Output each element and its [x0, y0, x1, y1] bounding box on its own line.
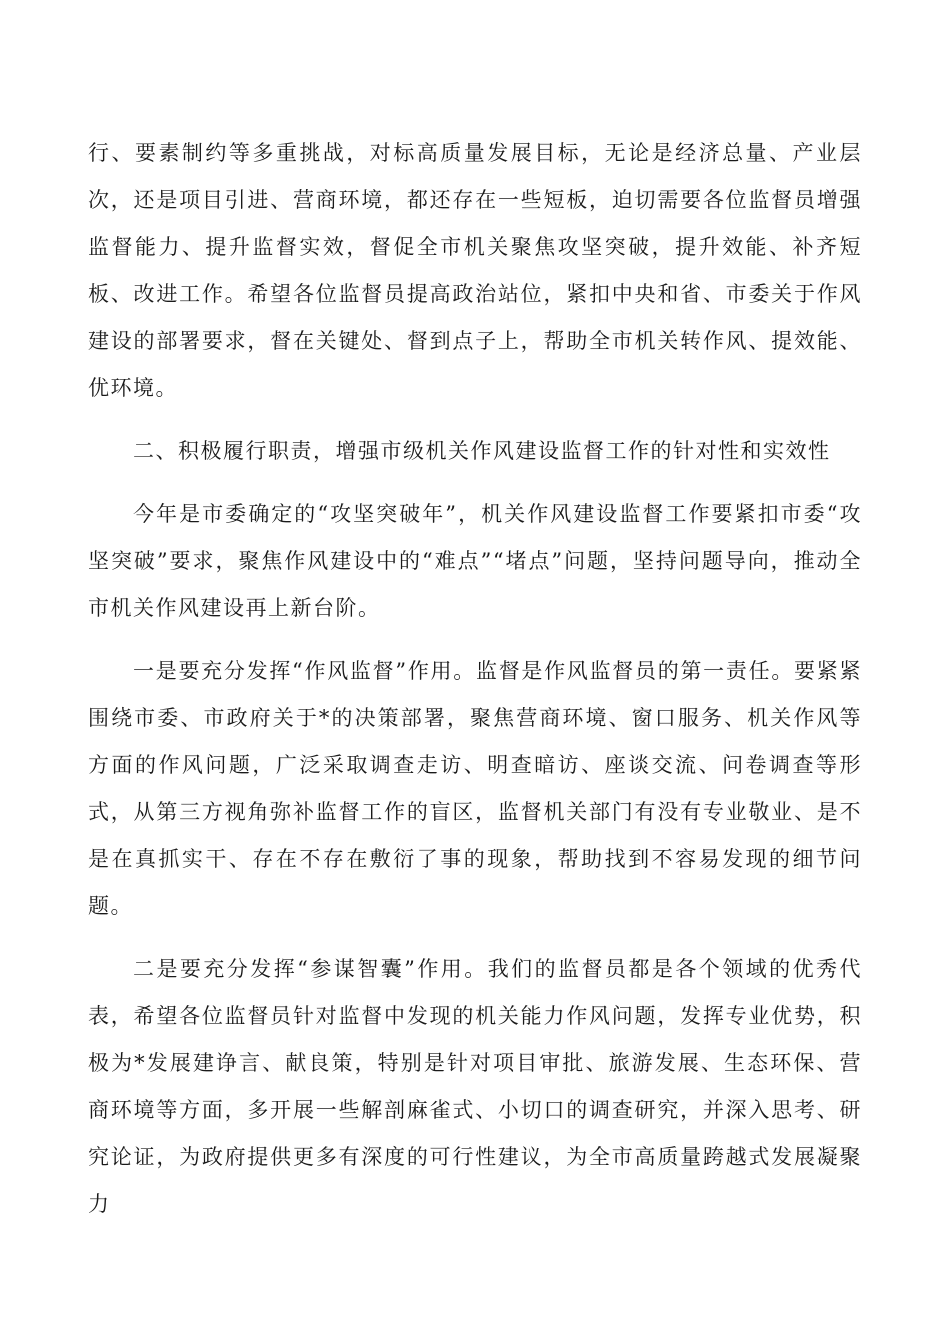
paragraph-gap [88, 412, 862, 428]
paragraph-point-1: 一是要充分发挥“作风监督”作用。监督是作风监督员的第一责任。要紧紧围绕市委、市政府关于*的决策部署，聚焦营商环境、窗口服务、机关作风等方面的作风问题，广泛采取调查走访、明查暗访、座谈交流、问卷调查等形式，从第三方视角弥补监督工作的盲区，监督机关部门有没有专业敬业、是不是在真抓实干、存在不存在敷衍了事的现象，帮助找到不容易发现的细节问题。 [88, 659, 862, 918]
paragraph-point-2: 二是要充分发挥“参谋智囊”作用。我们的监督员都是各个领域的优秀代表，希望各位监督员针对监督中发现的机关能力作风问题，发挥专业优势，积极为*发展建诤言、献良策，特别是针对项目审批、旅游发展、生态环保、营商环境等方面，多开展一些解剖麻雀式、小切口的调查研究，并深入思考、研究论证，为政府提供更多有深度的可行性建议，为全市高质量跨越式发展凝聚力 [88, 957, 862, 1216]
document-body [88, 130, 862, 1228]
paragraph-intro: 今年是市委确定的“攻坚突破年”，机关作风建设监督工作要紧扣市委“攻坚突破”要求，聚焦作风建设中的“难点”“堵点”问题，坚持问题导向，推动全市机关作风建设再上新台阶。 [88, 502, 862, 620]
section-heading: 二、积极履行职责，增强市级机关作风建设监督工作的针对性和实效性 [133, 439, 831, 463]
paragraph-gap [88, 475, 862, 491]
paragraph-continuation: 行、要素制约等多重挑战，对标高质量发展目标，无论是经济总量、产业层次，还是项目引进、营商环境，都还存在一些短板，迫切需要各位监督员增强监督能力、提升监督实效，督促全市机关聚焦攻坚突破，提升效能、补齐短板、改进工作。希望各位监督员提高政治站位，紧扣中央和省、市委关于作风建设的部署要求，督在关键处、督到点子上，帮助全市机关转作风、提效能、优环境。 [88, 141, 862, 400]
paragraph-gap [88, 632, 862, 648]
paragraph-gap [88, 930, 862, 946]
